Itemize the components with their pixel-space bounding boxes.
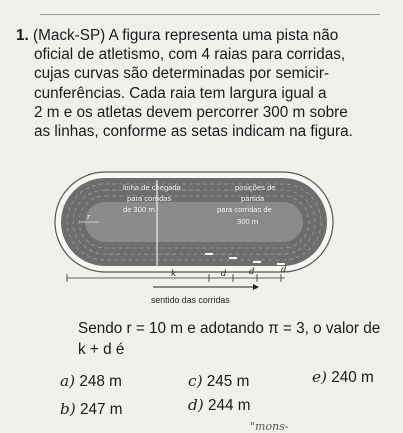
- option-b-text: 247 m: [80, 401, 123, 418]
- question-line-2: oficial de atletismo, com 4 raias para corridas,: [34, 46, 346, 64]
- option-d-text: 244 m: [208, 397, 251, 414]
- question-line-1: 1. (Mack-SP) A figura representa uma pista não: [16, 27, 339, 44]
- option-a[interactable]: [60, 372, 122, 391]
- label-start-4: 300 m: [237, 217, 259, 226]
- top-rule: [40, 14, 380, 15]
- question-text: [16, 26, 388, 141]
- label-finish-line-3: de 300 m: [123, 205, 155, 214]
- label-k: k: [171, 269, 177, 279]
- label-radius: r: [87, 213, 91, 221]
- question-line-4: cunferências. Cada raia tem largura igual a: [34, 84, 327, 102]
- option-e-mark: e): [312, 368, 328, 386]
- option-d-mark: d): [188, 396, 204, 414]
- label-start-1: posições de: [235, 183, 276, 192]
- option-e-text: 240 m: [331, 369, 374, 386]
- question-line-6: as linhas, conforme as setas indicam na figura.: [34, 123, 353, 141]
- question-prompt: [78, 318, 398, 360]
- direction-arrow-head: [253, 284, 259, 290]
- prompt-line-2: k + d é: [78, 341, 125, 358]
- option-b-mark: b): [60, 400, 76, 418]
- option-a-text: 248 m: [79, 373, 122, 390]
- label-d3: d: [281, 265, 287, 275]
- prompt-line-1: Sendo r = 10 m e adotando π = 3, o valor de: [78, 320, 381, 337]
- label-d1: d: [221, 269, 227, 279]
- option-b[interactable]: [60, 400, 123, 419]
- option-c-mark: c): [188, 372, 203, 390]
- option-e[interactable]: [312, 368, 374, 387]
- label-finish-line-1: linha de chegada: [123, 183, 181, 192]
- label-d2: d: [249, 267, 255, 277]
- label-direction: sentido das corridas: [151, 295, 230, 305]
- option-c[interactable]: [188, 372, 249, 391]
- question-line-5: 2 m e os atletas devem percorrer 300 m sobre: [34, 103, 348, 121]
- track-diagram: [53, 146, 337, 312]
- label-start-3: para corridas de: [217, 205, 272, 214]
- track-figure: [53, 146, 337, 312]
- option-a-mark: a): [60, 372, 76, 390]
- question-line-3: cujas curvas são determinadas por semicir-: [34, 65, 330, 83]
- label-start-2: partida: [241, 194, 265, 203]
- label-finish-line-2: para corridas: [127, 194, 172, 203]
- option-d[interactable]: [188, 396, 251, 415]
- question-number: 1.: [16, 27, 29, 44]
- footer-scribble: "mons-: [250, 420, 289, 433]
- option-c-text: 245 m: [206, 373, 250, 390]
